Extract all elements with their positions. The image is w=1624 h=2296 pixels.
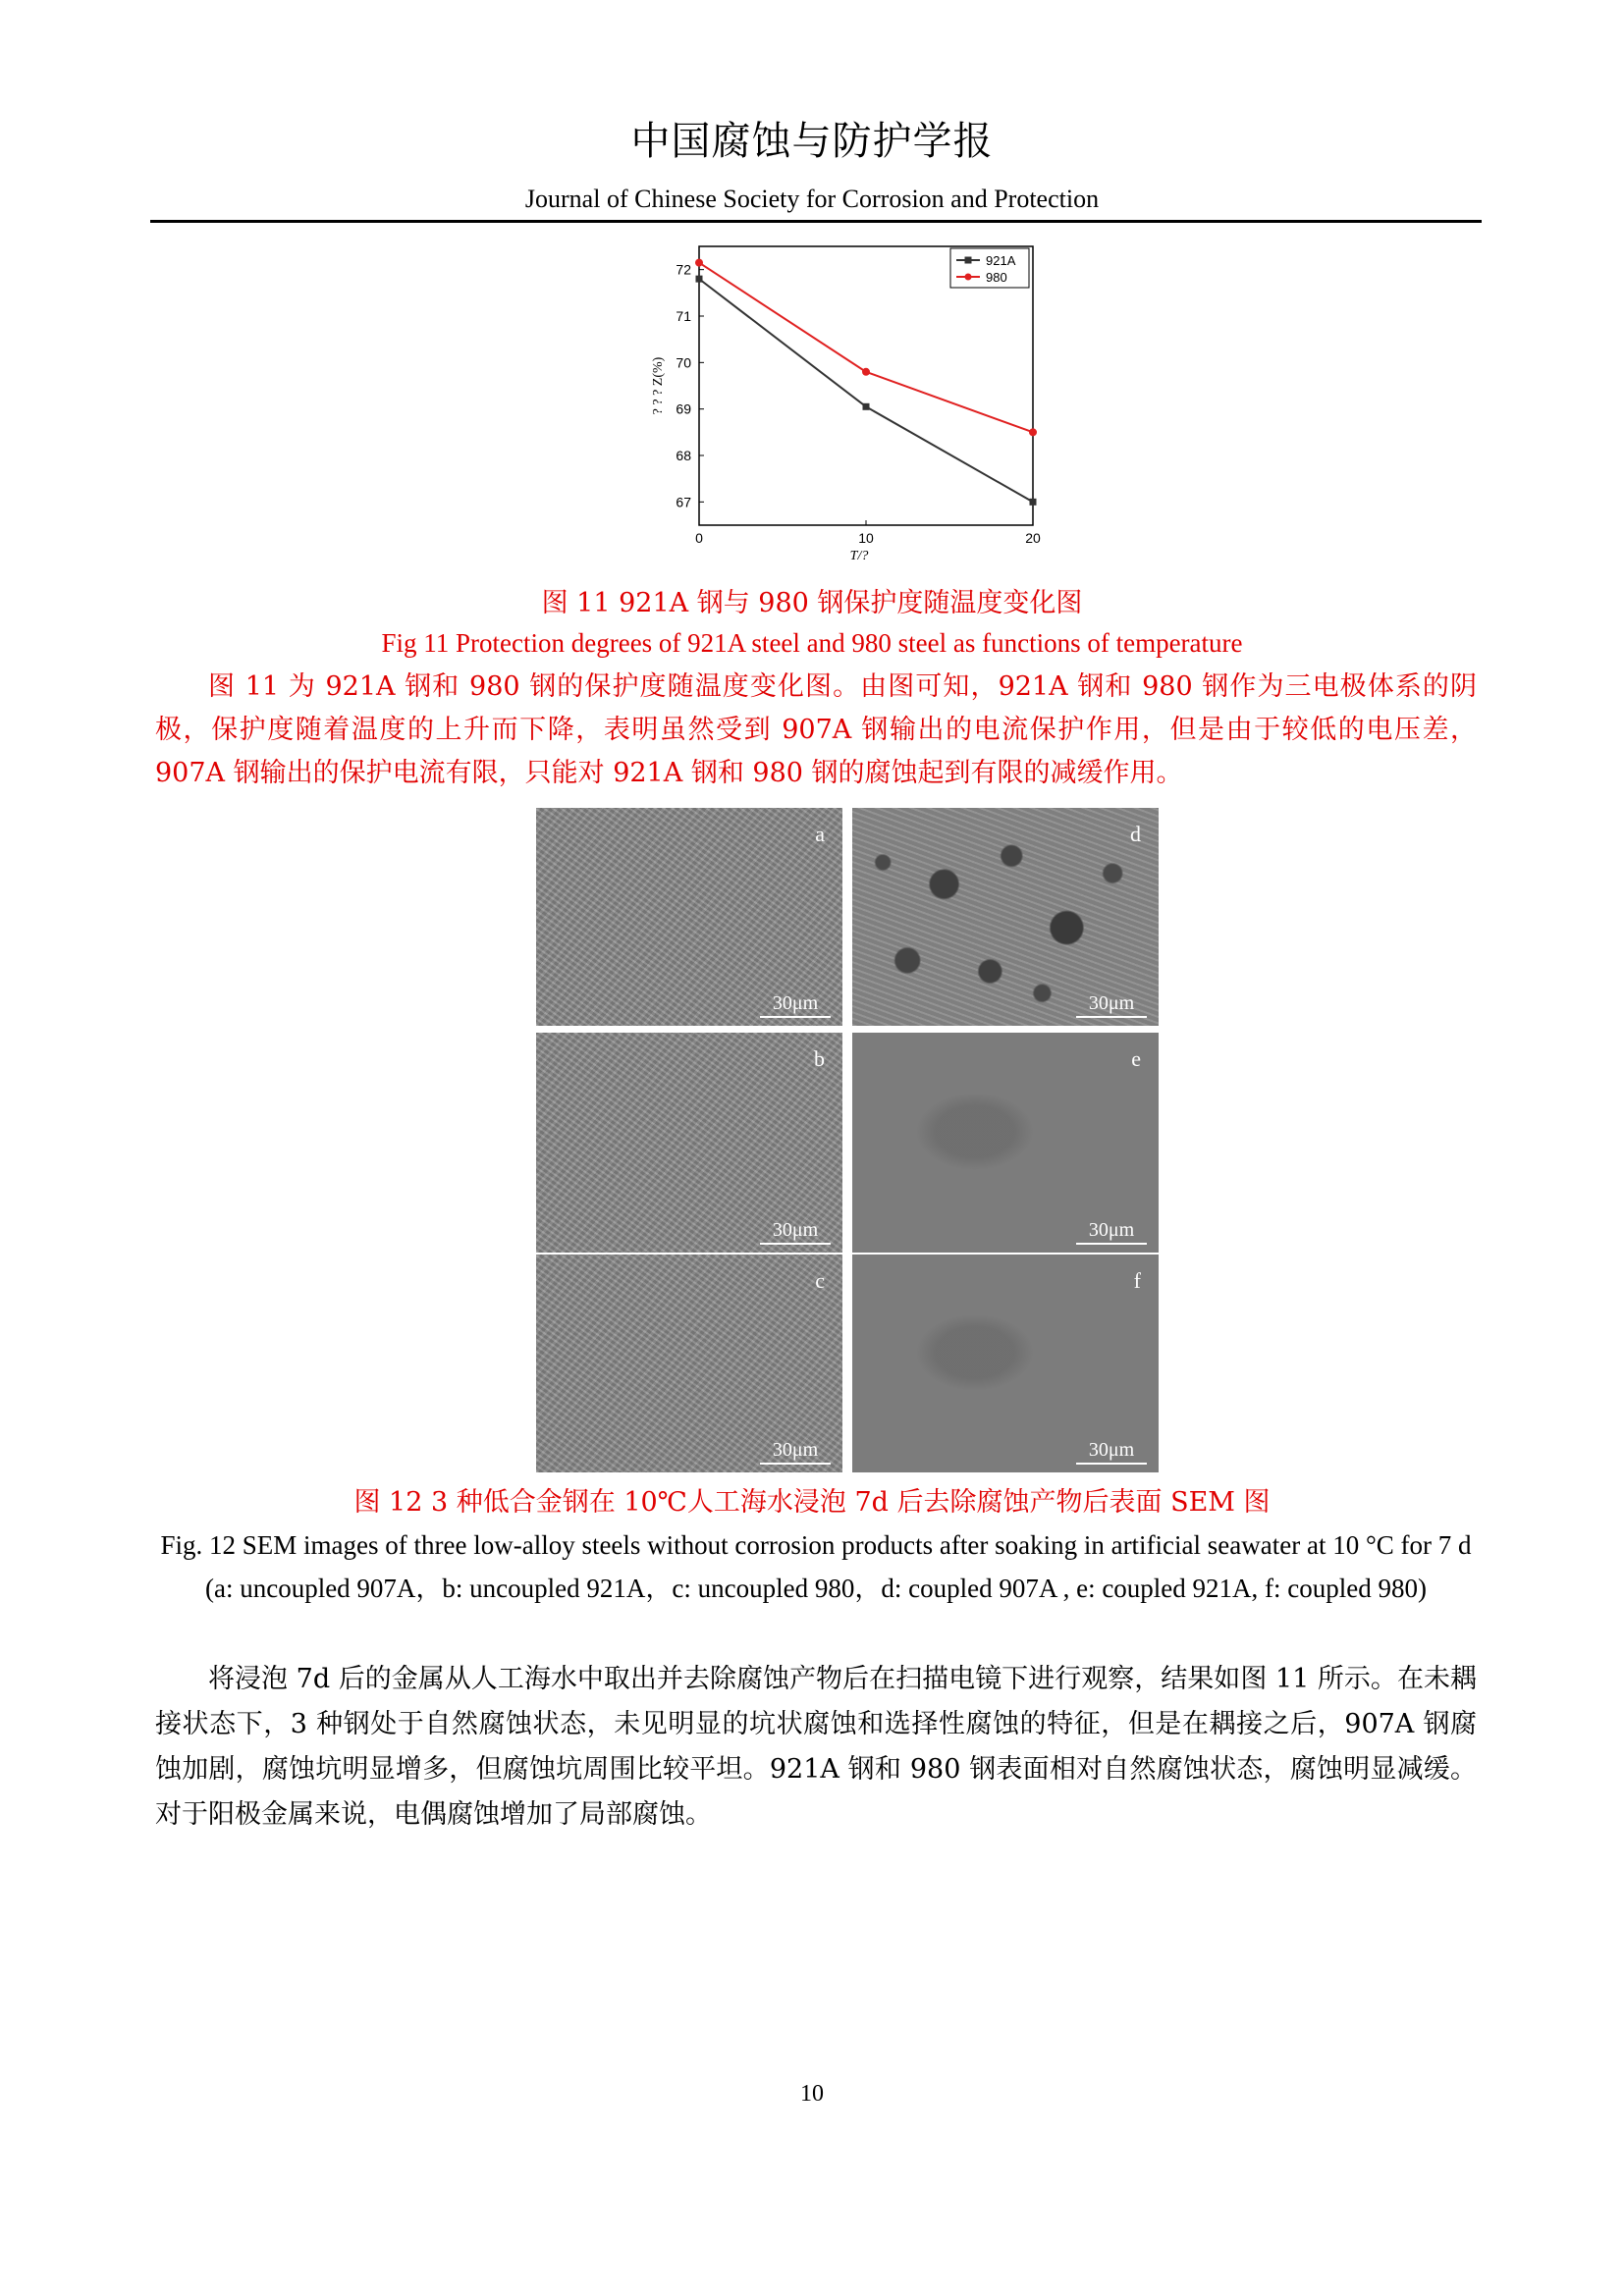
figure11-caption-cn: 图 11 921A 钢与 980 钢保护度随温度变化图 — [541, 588, 1083, 618]
journal-title-cn: 中国腐蚀与防护学报 — [630, 119, 994, 164]
scale-bar-label: 30μm — [1088, 1219, 1135, 1241]
data-point-921A — [863, 403, 870, 410]
sem-image-c — [536, 1255, 842, 1472]
scale-bar-line — [1076, 1243, 1147, 1245]
sem-panel-letter: b — [814, 1046, 825, 1071]
y-tick-label: 67 — [676, 494, 691, 510]
sem-image-e — [852, 1033, 1159, 1253]
paragraph-1: 图 11 为 921A 钢和 980 钢的保护度随温度变化图。由图可知，921A 钢和 980 钢作为三电极体系的阴极，保护度随着温度的上升而下降，表明虽然受到 907A 钢输出的电流保护作用，但是由于较低的电压差，907A 钢输出的保护电流有限，只能对 921A 钢和 980 钢的腐蚀起到有限的减缓作用。 — [155, 671, 1477, 788]
y-tick-label: 72 — [676, 261, 691, 278]
plot-frame — [699, 246, 1033, 525]
scale-bar-label: 30μm — [772, 1439, 819, 1461]
data-point-980 — [695, 259, 703, 267]
scale-bar-label: 30μm — [1088, 992, 1135, 1014]
scale-bar-line — [1076, 1016, 1147, 1018]
sem-image-b — [536, 1033, 842, 1253]
scale-bar-label: 30μm — [1088, 1439, 1135, 1461]
legend-marker-921A — [965, 257, 972, 264]
scale-bar — [1076, 1439, 1147, 1465]
data-point-980 — [1029, 428, 1037, 436]
y-tick-label: 69 — [676, 400, 691, 417]
y-axis-label: ? ? ? Z(%) — [651, 356, 666, 415]
scale-bar-label: 30μm — [772, 992, 819, 1014]
protection-degree-chart — [628, 240, 1041, 574]
scale-bar-label: 30μm — [772, 1219, 819, 1241]
legend-label-921A: 921A — [986, 253, 1016, 268]
scale-bar — [760, 1439, 831, 1465]
legend-marker-980 — [965, 274, 972, 281]
scale-bar — [1076, 992, 1147, 1018]
sem-panel-letter: d — [1130, 822, 1141, 846]
sem-panel-letter: a — [815, 822, 825, 846]
page-number: 10 — [800, 2081, 824, 2107]
scale-bar — [1076, 1219, 1147, 1245]
data-point-921A — [1030, 499, 1037, 506]
scale-bar-line — [760, 1463, 831, 1465]
figure12-caption-cn: 图 12 3 种低合金钢在 10℃人工海水浸泡 7d 后去除腐蚀产物后表面 SEM 图 — [353, 1487, 1271, 1518]
sem-panel-letter: e — [1131, 1046, 1141, 1071]
figure11-caption-en: Fig 11 Protection degrees of 921A steel and 980 steel as functions of temperature — [381, 628, 1243, 658]
y-tick-label: 71 — [676, 308, 691, 324]
scale-bar-line — [1076, 1463, 1147, 1465]
scale-bar — [760, 1219, 831, 1245]
sem-image-f — [852, 1255, 1159, 1472]
y-tick-label: 70 — [676, 354, 691, 371]
sem-panel-letter: c — [815, 1268, 825, 1293]
legend-label-980: 980 — [986, 270, 1007, 285]
sem-image-d — [852, 808, 1159, 1026]
x-tick-label: 20 — [1025, 530, 1041, 546]
sem-image-grid — [536, 808, 1159, 1471]
figure12-caption-en: Fig. 12 SEM images of three low-alloy steels without corrosion products after soaking in artificial seawater at 10 °C for 7 d (a: uncoupled 907A，b: uncoupled 921A，c: uncoupled 980，d: coupled 907A , e: coupled 921A, f: coupled 980) — [160, 1530, 1472, 1603]
sem-image-a — [536, 808, 842, 1026]
scale-bar-line — [760, 1016, 831, 1018]
paragraph-2: 将浸泡 7d 后的金属从人工海水中取出并去除腐蚀产物后在扫描电镜下进行观察，结果如图 11 所示。在未耦接状态下，3 种钢处于自然腐蚀状态，未见明显的坑状腐蚀和选择性腐蚀的特征，但是在耦接之后，907A 钢腐蚀加剧，腐蚀坑明显增多，但腐蚀坑周围比较平坦。921A 钢和 980 钢表面相对自然腐蚀状态，腐蚀明显减缓。对于阳极金属来说，电偶腐蚀增加了局部腐蚀。 — [155, 1664, 1477, 1830]
scale-bar — [760, 992, 831, 1018]
scale-bar-line — [760, 1243, 831, 1245]
header-rule — [150, 220, 1482, 223]
sem-panel-letter: f — [1133, 1268, 1141, 1293]
y-tick-label: 68 — [676, 448, 691, 463]
x-tick-label: 0 — [695, 530, 703, 546]
data-point-980 — [862, 368, 870, 376]
x-tick-label: 10 — [858, 530, 874, 546]
data-point-921A — [696, 276, 703, 283]
x-axis-label: T/? — [849, 549, 869, 563]
journal-title-en: Journal of Chinese Society for Corrosion and Protection — [524, 185, 1100, 213]
series-line-921A — [699, 279, 1033, 502]
